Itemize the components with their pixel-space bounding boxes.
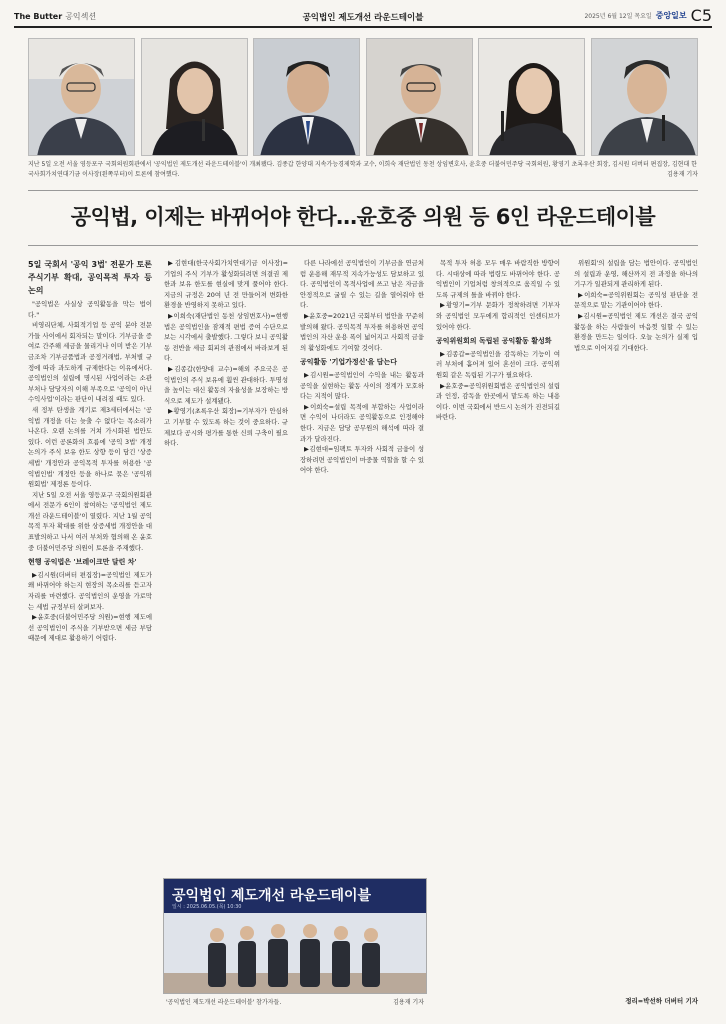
article-column-3 bbox=[300, 258, 424, 868]
paragraph: ▶윤호중=2021년 국회부터 법안을 꾸준히 발의해 왔다. 공익목적 투자를 허용하면 공익법인의 자산 운용 폭이 넓어지고 사회적 금융의 활성화에도 기여할 것이다. bbox=[300, 311, 424, 352]
panelist-photo bbox=[28, 38, 135, 156]
paragraph: ▶이희숙(재단법인 동천 상임변호사)=현행 법은 공익법인을 잠재적 편법 증여 수단으로 보는 시각에서 출발했다. 그렇다 보니 공익활동 전반을 세금 회피의 관점에서 바라보게 된다. bbox=[164, 311, 288, 363]
page-header bbox=[14, 6, 712, 28]
paragraph: 비영리단체, 사회적기업 등 공익 분야 전문가들 사이에서 회자되는 말이다. 기부금을 증여로 간주해 세금을 물리거나 이미 받은 기부금조차 기부금품법과 공정거래법, 부처별 규정에 따라 과도하게 규제한다는 이유에서다. 공익법인의 설립에 명시된 사업이라는 소관 부처나 담당자의 이해 부족으로 '공익이 아닌 수익사업'이라는 판단이 내려질 때도 있다. bbox=[28, 321, 152, 404]
event-caption bbox=[166, 997, 424, 1006]
paragraph: ▶김현대(한국사회가치연대기금 이사장)=기업의 주식 기부가 활성화되려면 의결권 제한과 보유 한도를 현실에 맞게 풀어야 한다. 지금의 규정은 20여 년 전 만들어져 변화한 환경을 반영하지 못하고 있다. bbox=[164, 259, 288, 310]
paragraph: 목적 투자 허용 모두 매우 바람직한 방향이다. 시대상에 따라 법령도 바뀌어야 한다. 공익법인이 기업처럼 창의적으로 움직일 수 있도록 규제의 틀을 바꿔야 한다. bbox=[436, 259, 560, 299]
photo-caption bbox=[28, 160, 698, 180]
subheading: 공익위원회의 독립된 공익활동 활성화 bbox=[436, 337, 552, 346]
article-column-4 bbox=[436, 258, 560, 1008]
paragraph: ▶황영기(초록우산 회장)=기부자가 안심하고 기부할 수 있도록 하는 것이 중요하다. 규제보다 공시와 평가를 통한 신뢰 구축이 필요하다. bbox=[164, 407, 288, 448]
event-photo bbox=[163, 878, 427, 994]
article-column-2 bbox=[164, 258, 288, 868]
banner-title: 공익법인 제도개선 라운드테이블 bbox=[172, 888, 372, 904]
banner-subtitle: 일시 : 2025.06.05.(목) 10:30 bbox=[172, 904, 242, 910]
paragraph: ▶김시원=공익법인 제도 개선은 결국 공익활동을 하는 사람들이 마음껏 일할 수 있는 환경을 만드는 일이다. 오늘 논의가 실제 입법으로 이어지길 기대한다. bbox=[574, 311, 698, 352]
paragraph: ▶김현대=임팩트 투자와 사회적 금융이 성장하려면 공익법인이 마중물 역할을 할 수 있어야 한다. bbox=[300, 445, 424, 475]
panelist-photo bbox=[366, 38, 473, 156]
event-banner bbox=[164, 879, 426, 913]
paragraph: ▶윤호중(더불어민주당 의원)=현행 제도에선 공익법인이 주식을 기부받으면 세금 부담 때문에 제대로 활용하기 어렵다. bbox=[28, 613, 152, 643]
panelist-photos bbox=[28, 38, 698, 156]
paragraph: ▶이희숙=공익위원회는 공익성 판단을 전문적으로 맡는 기관이어야 한다. bbox=[574, 290, 698, 310]
section-name: 공익섹션 bbox=[65, 12, 97, 21]
paragraph: ▶황영기=기부 문화가 정착하려면 기부자와 공익법인 모두에게 합리적인 인센티브가 있어야 한다. bbox=[436, 301, 560, 331]
event-caption-text: '공익법인 제도개선 라운드테이블' 참가자들. bbox=[166, 999, 282, 1006]
divider bbox=[28, 190, 698, 191]
paragraph: ▶김시원(더버터 편집장)=공익법인 제도가 왜 바뀌어야 하는지 현장의 목소리를 듣고자 자리를 마련했다. 공익법인의 운영을 가로막는 세법 규정부터 살펴보자. bbox=[28, 570, 152, 611]
subheading: 공익활동 '기업가정신'을 담는다 bbox=[300, 358, 398, 367]
paragraph: ▶김종갑=공익법인을 감독하는 기능이 여러 부처에 흩어져 있어 혼선이 크다. 공익위원회 같은 독립된 기구가 필요하다. bbox=[436, 349, 560, 379]
paragraph: 새 정부 탄생을 계기로 제3세터에서는 '공익법 개정을 더는 늦출 수 없다'는 목소리가 나온다. 오랜 논의를 거쳐 가시화된 법안도 있다. 이런 공론화의 흐름에 '공익 3법' 개정 논의가 주식 보유 한도 상향 등이 담긴 '상증세법' 개정안과 공익목적 투자를 허용한 '공익법인법' 개정안 등을 하나로 묶은 '공익위원회법' 제정론 등이다. bbox=[28, 405, 152, 489]
page-number: C5 bbox=[690, 6, 712, 25]
page-meta bbox=[584, 6, 712, 25]
subheading: 현행 공익법은 '브레이크만 달린 차' bbox=[28, 558, 137, 567]
paragraph: 위원회'의 설립을 담는 법안이다. 공익법인의 설립과 운영, 해산까지 전 과정을 하나의 기구가 일관되게 관리하게 된다. bbox=[574, 259, 698, 289]
paragraph: ▶김종갑(한양대 교수)=해외 주요국은 공익법인의 주식 보유에 훨씬 관대하다. 투명성을 높이는 대신 활동의 자율성을 보장하는 방식으로 제도가 설계됐다. bbox=[164, 364, 288, 405]
section-label bbox=[14, 11, 96, 22]
photo-credit: 김용재 기자 bbox=[661, 170, 698, 180]
panelist-photo bbox=[253, 38, 360, 156]
paragraph: 지난 5일 오전 서울 영등포구 국회의원회관에서 전문가 6인이 참여하는 '공익법인 제도개선 라운드테이블'이 열렸다. 지난 1월 공익목적 투자 확대를 위한 상증세법 개정안을 대표발의하고 나서 여러 부처와 협의해 온 윤호중 더불어민주당 의원이 토론을 주재했다. bbox=[28, 490, 152, 552]
caption-text: 지난 5일 오전 서울 영등포구 국회의원회관에서 '공익법인 제도개선 라운드테이블'이 개최됐다. 김종갑 한양대 지속가능경제학과 교수, 이희숙 재단법인 동천 상임변호사, 윤호중 더불어민주당 국회의원, 황영기 초록우산 회장, 김시원 더버터 편집장, 김현대 한국사회가치연대기금 이사장(왼쪽부터)이 토론에 참여했다. bbox=[28, 161, 697, 178]
panelist-photo bbox=[141, 38, 248, 156]
paragraph: ▶윤호중=공익위원회법은 공익법인의 설립과 인정, 감독을 한곳에서 맡도록 하는 내용이다. 이번 국회에서 반드시 논의가 진전되길 바란다. bbox=[436, 381, 560, 422]
page-topic: 공익법인 제도개선 라운드테이블 bbox=[302, 13, 424, 23]
newspaper-name: 중앙일보 bbox=[655, 11, 687, 20]
issue-date: 2025년 6월 12일 목요일 bbox=[584, 13, 652, 20]
paragraph: ▶이희숙=설립 목적에 부합하는 사업이라면 수익이 나더라도 공익활동으로 인정해야 한다. 지금은 담당 공무원의 해석에 따라 결과가 달라진다. bbox=[300, 402, 424, 443]
participants-graphic bbox=[164, 913, 427, 994]
paragraph: 다른 나라에선 공익법인이 기부금을 연금처럼 운용해 재무적 지속가능성도 담보하고 있다. 공익법인이 목적사업에 쓰고 남은 자금을 안정적으로 굴릴 수 있는 길을 열어줘야 한다. bbox=[300, 259, 424, 310]
event-photo-credit: 김용재 기자 bbox=[393, 999, 424, 1006]
article-lede: 5일 국회서 '공익 3법' 전문가 토론 주식기부 확대, 공익목적 투자 등 논의 bbox=[28, 260, 152, 295]
brand-name: The Butter bbox=[14, 12, 63, 21]
article-column-5 bbox=[574, 258, 698, 990]
panelist-photo bbox=[478, 38, 585, 156]
divider bbox=[28, 245, 698, 246]
paragraph: "공익법은 사실상 공익활동을 막는 법이다." bbox=[28, 300, 152, 319]
paragraph: ▶김시원=공익법인이 수익을 내는 활동과 공익을 실현하는 활동 사이의 경계가 모호하다는 지적이 많다. bbox=[300, 370, 424, 401]
article-column-1 bbox=[28, 258, 152, 878]
panelist-photo bbox=[591, 38, 698, 156]
byline: 정리=박선하 더버터 기자 bbox=[625, 997, 698, 1005]
headline: 공익법, 이제는 바뀌어야 한다…윤호중 의원 등 6인 라운드테이블 bbox=[70, 205, 656, 229]
